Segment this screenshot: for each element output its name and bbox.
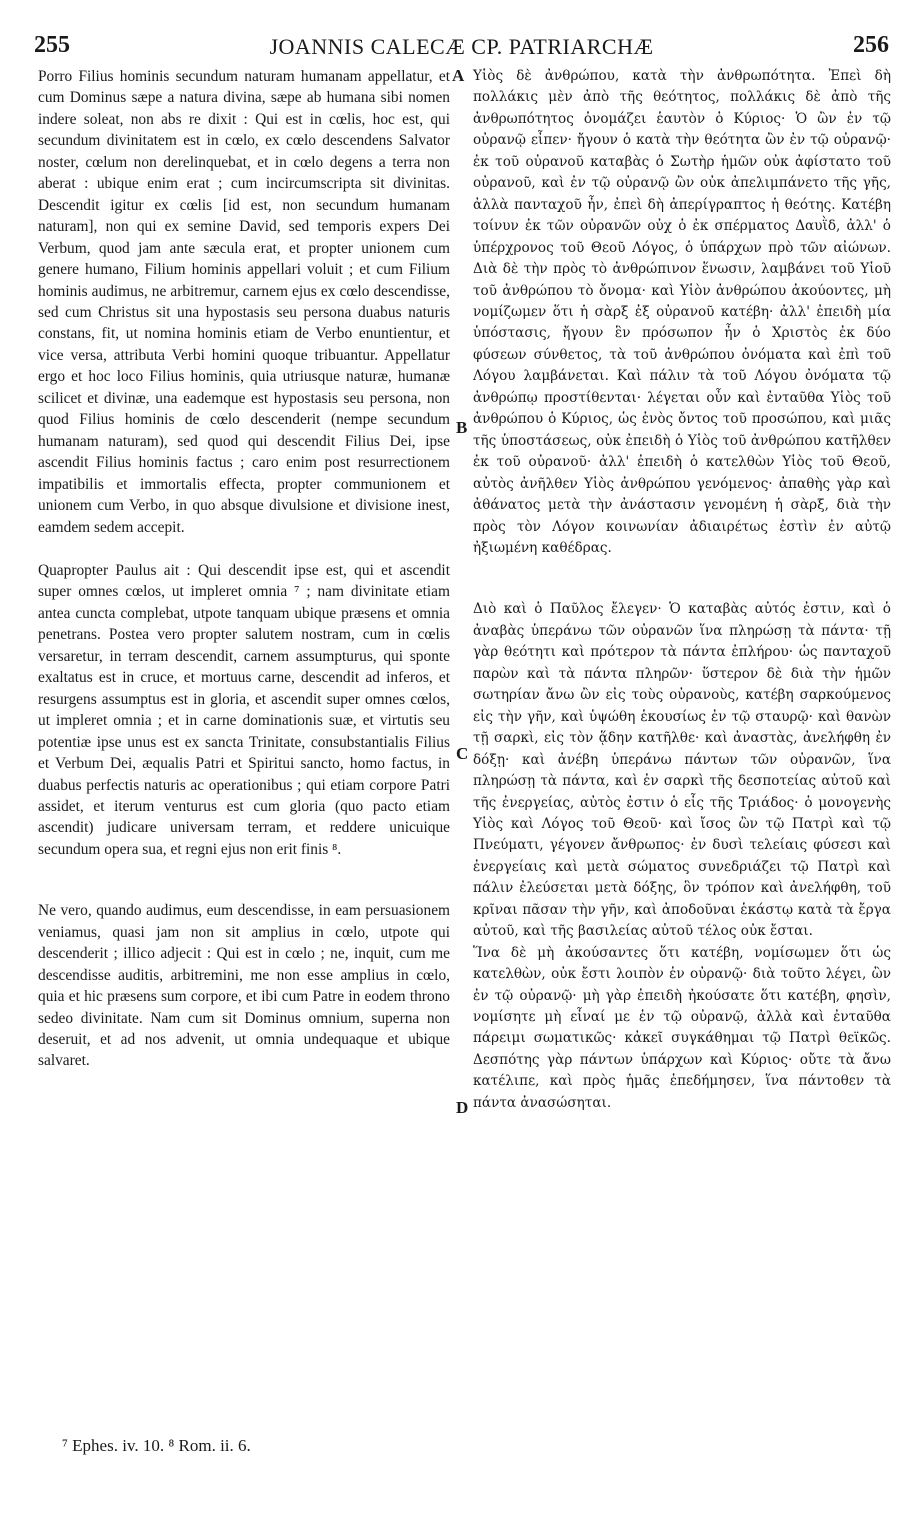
page-header: [34, 32, 889, 62]
margin-letter-b: B: [456, 418, 468, 437]
margin-letter-c: C: [456, 744, 469, 763]
left-page-number: 255: [34, 32, 70, 58]
running-title: JOANNIS CALECÆ CP. PATRIARCHÆ: [269, 34, 654, 59]
margin-letter-d: D: [456, 1098, 469, 1117]
greek-column: [473, 66, 891, 1114]
greek-paragraph-3: Ἵνα δὲ μὴ ἀκούσαντες ὅτι κατέβη, νομίσωμεν ὅτι ὡς κατελθὼν, οὐκ ἔστι λοιπὸν ἐν οὐρανῷ· διὰ τοῦτο λέγει, ὢν ἐν τῷ οὐρανῷ· μὴ γὰρ ἐπειδὴ ἠκούσατε ὅτι κατέβη, φησὶν, νομίσητε μὴ εἶναί με ἐν τῷ οὐρανῷ, ἀλλὰ καὶ ἐνταῦθα πάρειμι σωματικῶς· κἀκεῖ συγκάθημαι τῷ Πατρὶ θεϊκῶς. Δεσπότης γὰρ πάντων ὑπάρχων καὶ Κύριος· οὔτε τὰ ἄνω κατέλιπε, καὶ πρὸς ἡμᾶς ἐπεδήμησεν, ἵνα πάντοθεν τὰ πάντα ἀνασώσηται.: [473, 944, 891, 1111]
footnotes: ⁷ Ephes. iv. 10. ⁸ Rom. ii. 6.: [62, 1436, 251, 1455]
latin-column: [38, 66, 450, 1072]
greek-paragraph-1: Υἱὸς δὲ ἀνθρώπου, κατὰ τὴν ἀνθρωπότητα. Ἐπεὶ δὴ πολλάκις μὲν ἀπὸ τῆς θεότητος, πολλάκις δὲ ἀπὸ τῆς ἀνθρωπότητος ὀνομάζει ἑαυτὸν ὁ Κύριος· Ὁ ὢν ἐν τῷ οὐρανῷ εἶπεν· ἤγουν ὁ κατὰ τὴν θεότητα ὢν ἐν τῷ οὐρανῷ· ἐκ τοῦ οὐρανοῦ καταβὰς ὁ Σωτὴρ ἡμῶν οὐκ ἀφίστατο τοῦ οὐρανοῦ, καὶ ἐν τῷ οὐρανῷ ὢν οὐκ ἀπελιμπάνετο τῆς γῆς, ἀλλὰ πανταχοῦ ἦν, ἐπεὶ δὴ ἀπερίγραπτος ἡ θεότης. Κατέβη τοίνυν ἐκ τῶν οὐρανῶν οὐχ ὁ ἐκ σπέρματος Δαυῒδ, ἀλλ' ὁ ὑπέρχρονος τοῦ Θεοῦ Λόγος, ὁ ὑπάρχων πρὸ τῶν αἰώνων. Διὰ δὲ τὴν πρὸς τὸ ἀνθρώπινον ἕνωσιν, λαμβάνει τοῦ Υἱοῦ τοῦ ἀνθρώπου τὸ ὄνομα· καὶ Υἱὸν ἀνθρώπου ἀκούοντες, μὴ νομίζωμεν ὅτι ἡ σὰρξ ἐξ οὐρανοῦ κατέβη· ἀλλ' ἐπειδὴ μία ὑπόστασις, ἤγουν ἓν πρόσωπον ἦν ὁ Χριστὸς ἐκ δύο φύσεων σύνθετος, τὰ τοῦ ἀνθρώπου ὀνόματα καὶ ἐπὶ τοῦ Λόγου λαμβάνεται. Καὶ πάλιν τὰ τοῦ Λόγου ὀνόματα τῷ ἀνθρώπῳ προστίθενται· λέγεται οὖν καὶ ἐνταῦθα Υἱὸς τοῦ ἀνθρώπου ὁ Κύριος, ὡς ἑνὸς ὄντος τοῦ προσώπου, καὶ μιᾶς τῆς ὑποστάσεως, οὐκ ἐπειδὴ ὁ Υἱὸς τοῦ ἀνθρώπου κατῆλθεν ἐκ τοῦ οὐρανοῦ· ἀλλ' ἐπειδὴ ὁ κατελθὼν Υἱὸς τοῦ Θεοῦ, αὐτὸς ἀνῆλθεν Υἱὸς ἀνθρώπου γενόμενος· ἀπαθὴς γὰρ καὶ ἀθάνατος μετὰ τὴν ἀνάστασιν γενομένη ἡ σὰρξ, διὰ τὴν πρὸς τὸν Λόγον κοινωνίαν ἀδιαιρέτως ἐστὶν ἐν αὐτῷ ἠξιωμένη καθέδρας.: [473, 68, 891, 556]
greek-paragraph-2: Διὸ καὶ ὁ Παῦλος ἔλεγεν· Ὁ καταβὰς αὐτός ἐστιν, καὶ ὁ ἀναβὰς ὑπεράνω τῶν οὐρανῶν ἵνα πληρώσῃ τὰ πάντα· τῇ γὰρ θεότητι καὶ πρότερον τὰ πάντα ἐπλήρου· ὡς πανταχοῦ παρὼν καὶ τὰ πάντα πληρῶν· ὕστερον δὲ διὰ τὴν ἡμῶν σωτηρίαν ἄνω ὢν εἰς τοὺς οὐρανοὺς, κατέβη σαρκούμενος εἰς τὴν γῆν, καὶ ὑψώθη ἑκουσίως ἐν τῷ σταυρῷ· καὶ θανὼν τῇ σαρκὶ, εἰς τὸν ᾅδην κατῆλθε· καὶ ἀναστὰς, ἀνελήφθη ἐν δόξῃ· καὶ ἀνέβη ὑπεράνω πάντων τῶν οὐρανῶν, ἵνα πληρώσῃ τὰ πάντα, καὶ ἐν σαρκὶ τῆς δεσποτείας αὐτοῦ καὶ τῆς ἐνεργείας, αὐτὸς ἐστιν ὁ εἷς τῆς Τριάδος· ὁ μονογενὴς Υἱὸς καὶ Λόγος τοῦ Θεοῦ· καὶ ἴσος ὢν τῷ Πατρὶ καὶ τῷ Πνεύματι, γέγονεν ἄνθρωπος· ἐν δυσὶ τελείαις φύσεσι καὶ ἐνεργείαις καὶ μετὰ σώματος συνεδριάζει τῷ Πατρὶ καὶ πάλιν ἐλεύσεται μετὰ δόξης, ὃν τρόπον καὶ ἀνελήφθη, τοῦ κρῖναι πᾶσαν τὴν γῆν, καὶ ἀποδοῦναι ἑκάστῳ κατὰ τὰ ἔργα αὐτοῦ, καὶ τῆς βασιλείας αὐτοῦ τέλος οὐκ ἔσται.: [473, 601, 891, 940]
latin-paragraph-1: Porro Filius hominis secundum naturam humanam appellatur, et cum Dominus sæpe a natura divina, sæpe ab humana sibi nomen indere soleat, non abs re dixit : Qui est in cœlis, hoc est, qui secundum divinitatem est in cœlo, ex cœlo descendens Salvator noster, cœlum non derelinquebat, et in cœlo degens a terra non aberat : ubique enim erat ; cum incircumscripta sit divinitas. Descendit igitur ex cœlis [id est, non secundum humanam naturam], non qui ex semine David, sed temporis expers Dei Verbum, quod jam ante sæcula erat, et propter unionem cum genere humano, Filium hominis appellari voluit ; et cum Filium hominis audimus, ne arbitremur, carnem ejus ex cœlo descendisse, sed cum Christus sit una hypostasis seu persona duabus naturis constans, fit, ut nomina hominis etiam de Verbo enuntientur, et vice versa, attributa Verbi homini quoque tribuantur. Appellatur ergo et hoc loco Filius hominis, quia utriusque naturæ, humanæ scilicet et divinæ, una eademque est hypostasis seu persona, non quod Filius hominis de cœlo descenderit (nempe secundum humanam naturam), sed quod qui descendit Filius Dei, ipse ascendit Filius hominis factus ; caro enim post resurrectionem impatibilis et immortalis effecta, propter communionem et unionem cum Verbo, in quo absque divulsione et divisione inest, eamdem sedem accepit.: [38, 68, 450, 536]
margin-letter-a: A: [452, 66, 465, 85]
latin-paragraph-2: Quapropter Paulus ait : Qui descendit ipse est, qui et ascendit super omnes cœlos, ut impleret omnia ⁷ ; nam divinitate etiam antea cuncta complebat, utpote tanquam ubique præsens et omnia penetrans. Postea vero propter salutem nostram, cum in cœlis versaretur, in terram descendit, carnem assumpturus, qui sponte exaltatus est in cruce, et mortuus carne, descendit ad inferos, et resurgens assumptus est in gloria, et ascendit super omnes cœlos, ut impleret omnia ; et in carne dominationis suæ, et virtutis seu potentiæ ipse unus est ex sancta Trinitate, consubstantialis Filius et Verbum Dei, æqualis Patri et Spiritui sancto, homo factus, in duabus perfectis naturis ac operationibus ; qui etiam corpore Patri assidet, et iterum venturus est cum gloria (quo pacto etiam ascendit) judicare universam terram, et reddere unicuique secundum opera sua, et regni ejus non erit finis ⁸.: [38, 561, 450, 858]
latin-paragraph-3: Ne vero, quando audimus, eum descendisse, in eam persuasionem veniamus, quasi jam non sit amplius in cœlo, utpote qui descenderit ; illico adjecit : Qui est in cœlo ; ne, inquit, cum me descendisse auditis, arbitremini, me non esse amplius in cœlo, quia et hic præsens sum corpore, et ibi cum Patre in eodem throno sedeo divinitate. Nam cum sit Dominus omnium, superna non deseruit, et ad nos advenit, ut omnia undequaque et ubique salvaret.: [38, 902, 450, 1070]
right-page-number: 256: [853, 32, 889, 58]
